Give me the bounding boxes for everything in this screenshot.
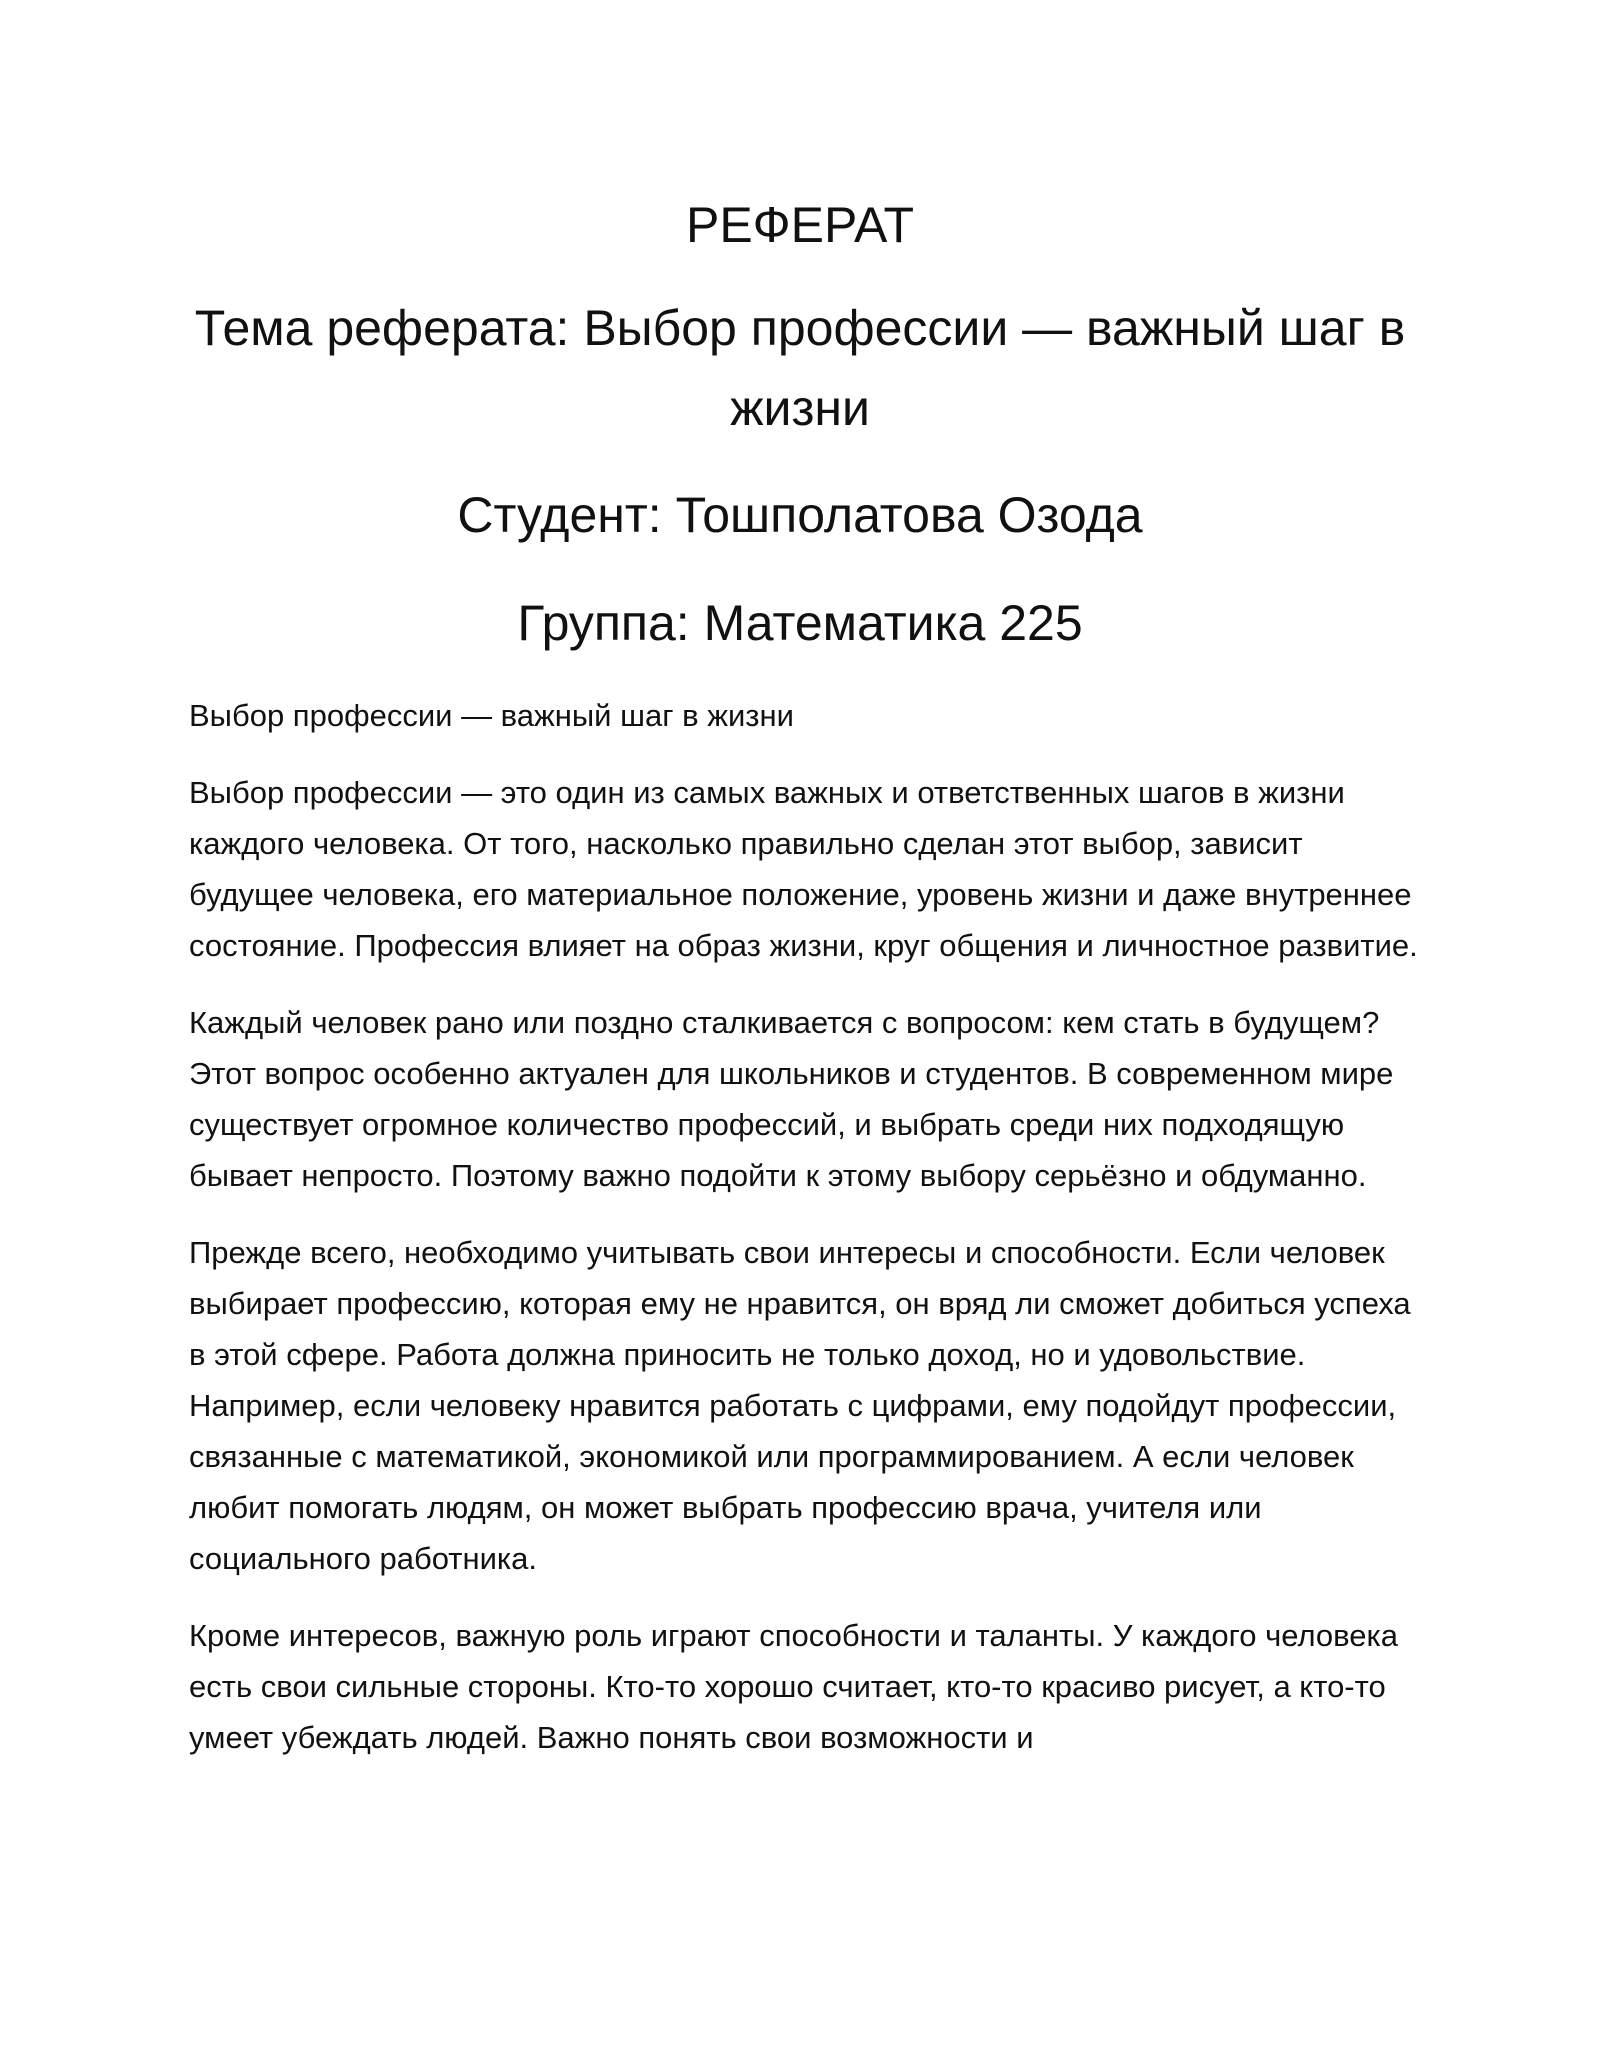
student-name: Студент: Тошполатова Озода [457, 487, 1143, 543]
body-paragraph: Прежде всего, необходимо учитывать свои интересы и способности. Если человек выбирает профессию, которая ему не нравится, он вряд ли сможет добиться успеха в этой сфере. Работа должна приносить не только доход, но и удовольствие. Например, если человеку нравится работать с цифрами, ему подойдут профессии, связанные с математикой, экономикой или программированием. А если человек любит помогать людям, он может выбрать профессию врача, учителя или социального работника. [189, 1235, 1411, 1576]
student-group: Группа: Математика 225 [517, 595, 1083, 651]
document-type-title: РЕФЕРАТ [685, 197, 915, 253]
body-paragraph: Кроме интересов, важную роль играют способности и таланты. У каждого человека есть свои сильные стороны. Кто-то хорошо считает, кто-то красиво рисует, а кто-то умеет убеждать людей. Важно понять свои возможности и [189, 1618, 1398, 1755]
body-paragraph: Выбор профессии — это один из самых важных и ответственных шагов в жизни каждого человека. От того, насколько правильно сделан этот выбор, зависит будущее человека, его материальное положение, уровень жизни и даже внутреннее состояние. Профессия влияет на образ жизни, круг общения и личностное развитие. [189, 775, 1418, 963]
body-paragraph: Каждый человек рано или поздно сталкивается с вопросом: кем стать в будущем? Этот вопрос особенно актуален для школьников и студентов. В современном мире существует огромное количество профессий, и выбрать среди них подходящую бывает непросто. Поэтому важно подойти к этому выбору серьёзно и обдуманно. [189, 1005, 1394, 1193]
body-subtitle: Выбор профессии — важный шаг в жизни [189, 698, 794, 733]
document-body [189, 690, 1419, 1789]
document-topic: Тема реферата: Выбор профессии — важный шаг в жизни [194, 300, 1406, 436]
